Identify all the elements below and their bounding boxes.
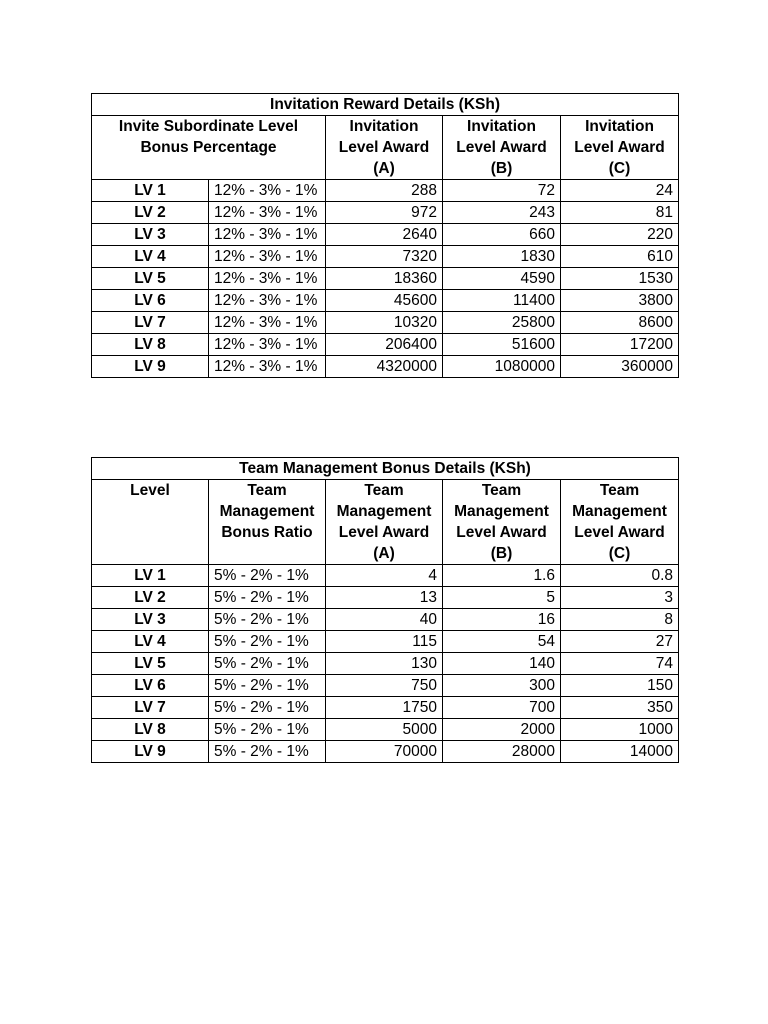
percentage-cell: 12% - 3% - 1%	[209, 268, 326, 290]
award-a-cell: 972	[326, 202, 443, 224]
table-title-row	[92, 458, 679, 480]
award-a-cell: 70000	[326, 741, 443, 763]
award-c-cell: 3	[561, 587, 679, 609]
table-row	[92, 202, 679, 224]
level-cell: LV 8	[92, 719, 209, 741]
invitation-reward-table	[91, 93, 679, 378]
table-row	[92, 653, 679, 675]
header-award-a: Team Management Level Award (A)	[326, 480, 443, 565]
award-a-cell: 4	[326, 565, 443, 587]
level-cell: LV 5	[92, 268, 209, 290]
table-row	[92, 565, 679, 587]
table-header-row	[92, 480, 679, 565]
award-a-cell: 10320	[326, 312, 443, 334]
percentage-cell: 5% - 2% - 1%	[209, 653, 326, 675]
award-a-cell: 1750	[326, 697, 443, 719]
award-c-cell: 1530	[561, 268, 679, 290]
award-c-cell: 81	[561, 202, 679, 224]
award-c-cell: 150	[561, 675, 679, 697]
award-c-cell: 220	[561, 224, 679, 246]
percentage-cell: 12% - 3% - 1%	[209, 224, 326, 246]
level-cell: LV 7	[92, 312, 209, 334]
percentage-cell: 5% - 2% - 1%	[209, 697, 326, 719]
award-b-cell: 140	[443, 653, 561, 675]
table-row	[92, 719, 679, 741]
table-title: Invitation Reward Details (KSh)	[92, 94, 679, 116]
percentage-cell: 12% - 3% - 1%	[209, 180, 326, 202]
table-row	[92, 224, 679, 246]
header-award-b: Invitation Level Award (B)	[443, 116, 561, 180]
award-b-cell: 4590	[443, 268, 561, 290]
table-row	[92, 268, 679, 290]
award-a-cell: 4320000	[326, 356, 443, 378]
table-row	[92, 180, 679, 202]
level-cell: LV 4	[92, 246, 209, 268]
table-row	[92, 631, 679, 653]
award-a-cell: 750	[326, 675, 443, 697]
award-b-cell: 51600	[443, 334, 561, 356]
award-a-cell: 115	[326, 631, 443, 653]
header-award-a: Invitation Level Award (A)	[326, 116, 443, 180]
award-a-cell: 13	[326, 587, 443, 609]
table-row	[92, 587, 679, 609]
award-c-cell: 0.8	[561, 565, 679, 587]
award-b-cell: 11400	[443, 290, 561, 312]
award-c-cell: 14000	[561, 741, 679, 763]
table-row	[92, 334, 679, 356]
level-cell: LV 7	[92, 697, 209, 719]
award-c-cell: 350	[561, 697, 679, 719]
percentage-cell: 12% - 3% - 1%	[209, 202, 326, 224]
award-b-cell: 16	[443, 609, 561, 631]
award-b-cell: 54	[443, 631, 561, 653]
award-c-cell: 1000	[561, 719, 679, 741]
percentage-cell: 12% - 3% - 1%	[209, 356, 326, 378]
award-c-cell: 24	[561, 180, 679, 202]
award-c-cell: 610	[561, 246, 679, 268]
percentage-cell: 5% - 2% - 1%	[209, 675, 326, 697]
percentage-cell: 5% - 2% - 1%	[209, 565, 326, 587]
award-a-cell: 288	[326, 180, 443, 202]
level-cell: LV 9	[92, 356, 209, 378]
percentage-cell: 12% - 3% - 1%	[209, 312, 326, 334]
percentage-cell: 5% - 2% - 1%	[209, 631, 326, 653]
header-level: Level	[92, 480, 209, 565]
level-cell: LV 4	[92, 631, 209, 653]
table-row	[92, 697, 679, 719]
table-row	[92, 290, 679, 312]
table-row	[92, 741, 679, 763]
percentage-cell: 5% - 2% - 1%	[209, 719, 326, 741]
level-cell: LV 3	[92, 609, 209, 631]
level-cell: LV 6	[92, 290, 209, 312]
level-cell: LV 1	[92, 565, 209, 587]
percentage-cell: 12% - 3% - 1%	[209, 246, 326, 268]
percentage-cell: 5% - 2% - 1%	[209, 609, 326, 631]
award-b-cell: 28000	[443, 741, 561, 763]
percentage-cell: 5% - 2% - 1%	[209, 741, 326, 763]
award-c-cell: 17200	[561, 334, 679, 356]
percentage-cell: 12% - 3% - 1%	[209, 334, 326, 356]
award-c-cell: 3800	[561, 290, 679, 312]
header-bonus-ratio: Team Management Bonus Ratio	[209, 480, 326, 565]
award-b-cell: 2000	[443, 719, 561, 741]
table-header-row	[92, 116, 679, 180]
table-row	[92, 356, 679, 378]
award-a-cell: 5000	[326, 719, 443, 741]
award-b-cell: 5	[443, 587, 561, 609]
award-b-cell: 1830	[443, 246, 561, 268]
award-c-cell: 74	[561, 653, 679, 675]
level-cell: LV 6	[92, 675, 209, 697]
header-award-b: Team Management Level Award (B)	[443, 480, 561, 565]
level-cell: LV 2	[92, 587, 209, 609]
award-a-cell: 206400	[326, 334, 443, 356]
table-title: Team Management Bonus Details (KSh)	[92, 458, 679, 480]
award-c-cell: 8600	[561, 312, 679, 334]
award-b-cell: 72	[443, 180, 561, 202]
award-b-cell: 25800	[443, 312, 561, 334]
award-c-cell: 360000	[561, 356, 679, 378]
percentage-cell: 5% - 2% - 1%	[209, 587, 326, 609]
award-b-cell: 1.6	[443, 565, 561, 587]
header-award-c: Team Management Level Award (C)	[561, 480, 679, 565]
level-cell: LV 8	[92, 334, 209, 356]
level-cell: LV 1	[92, 180, 209, 202]
award-a-cell: 7320	[326, 246, 443, 268]
header-level-bonus: Invite Subordinate Level Bonus Percentage	[92, 116, 326, 180]
award-a-cell: 18360	[326, 268, 443, 290]
table-row	[92, 246, 679, 268]
table-row	[92, 675, 679, 697]
team-management-bonus-table	[91, 457, 679, 763]
award-a-cell: 40	[326, 609, 443, 631]
level-cell: LV 5	[92, 653, 209, 675]
award-b-cell: 660	[443, 224, 561, 246]
level-cell: LV 3	[92, 224, 209, 246]
table-row	[92, 312, 679, 334]
award-b-cell: 1080000	[443, 356, 561, 378]
award-c-cell: 8	[561, 609, 679, 631]
percentage-cell: 12% - 3% - 1%	[209, 290, 326, 312]
table-title-row	[92, 94, 679, 116]
award-a-cell: 45600	[326, 290, 443, 312]
award-a-cell: 130	[326, 653, 443, 675]
award-c-cell: 27	[561, 631, 679, 653]
award-b-cell: 243	[443, 202, 561, 224]
award-b-cell: 700	[443, 697, 561, 719]
table-row	[92, 609, 679, 631]
award-b-cell: 300	[443, 675, 561, 697]
header-award-c: Invitation Level Award (C)	[561, 116, 679, 180]
level-cell: LV 9	[92, 741, 209, 763]
level-cell: LV 2	[92, 202, 209, 224]
award-a-cell: 2640	[326, 224, 443, 246]
